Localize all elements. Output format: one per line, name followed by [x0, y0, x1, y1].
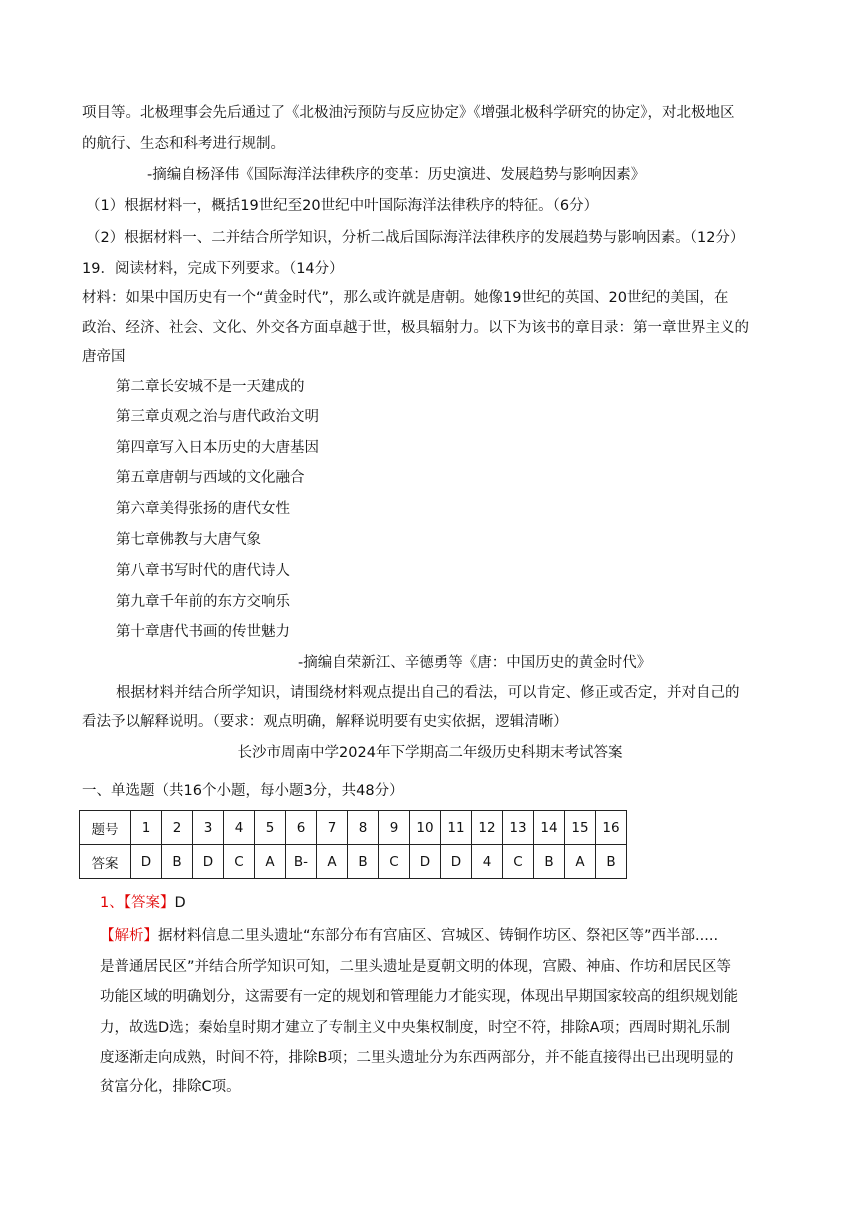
- table-cell: D: [193, 845, 224, 879]
- table-cell: 12: [472, 811, 503, 845]
- table-cell: 13: [503, 811, 534, 845]
- source-citation: -摘编自荣新江、辛德勇等《唐：中国历史的黄金时代》: [298, 655, 652, 671]
- toc-item: 第三章贞观之治与唐代政治文明: [116, 409, 319, 425]
- table-cell: B: [162, 845, 193, 879]
- table-cell: 4: [224, 811, 255, 845]
- question-item: （2）根据材料一、二并结合所学知识，分析二战后国际海洋法律秩序的发展趋势与影响因素。（12分）: [86, 230, 745, 246]
- toc-item: 第五章唐朝与西域的文化融合: [116, 470, 305, 486]
- explanation-text: 据材料信息二里头遗址“东部分布有宫庙区、宫城区、铸铜作坊区、祭祀区等”西半部.....: [158, 928, 719, 944]
- table-cell: C: [224, 845, 255, 879]
- table-cell: D: [441, 845, 472, 879]
- table-cell: 15: [565, 811, 596, 845]
- table-cell: 4: [472, 845, 503, 879]
- answer-table: [79, 810, 627, 879]
- explanation-label: 【解析】: [100, 928, 158, 944]
- question-heading: 19．阅读材料，完成下列要求。（14分）: [82, 261, 344, 277]
- explanation-text: 贫富分化，排除C项。: [100, 1079, 241, 1095]
- table-header-cell: 答案: [80, 845, 131, 879]
- answer-line: [100, 893, 186, 913]
- table-cell: 9: [379, 811, 410, 845]
- table-cell: B: [596, 845, 627, 879]
- question-item: （1）根据材料一，概括19世纪至20世纪中叶国际海洋法律秩序的特征。（6分）: [86, 198, 599, 214]
- toc-item: 第八章书写时代的唐代诗人: [116, 563, 290, 579]
- table-cell: 7: [317, 811, 348, 845]
- explanation-text: 是普通居民区”并结合所学知识可知，二里头遗址是夏朝文明的体现，宫殿、神庙、作坊和居民区等: [100, 959, 732, 975]
- table-row-numbers: [80, 811, 627, 845]
- table-cell: C: [379, 845, 410, 879]
- material-text-line: 唐帝国: [82, 349, 126, 365]
- table-cell: 14: [534, 811, 565, 845]
- toc-item: 第六章美得张扬的唐代女性: [116, 501, 290, 517]
- toc-item: 第十章唐代书画的传世魅力: [116, 624, 290, 640]
- table-cell: A: [317, 845, 348, 879]
- toc-item: 第九章千年前的东方交响乐: [116, 594, 290, 610]
- table-cell: 6: [286, 811, 317, 845]
- table-cell: B: [348, 845, 379, 879]
- table-cell: A: [565, 845, 596, 879]
- material-text-line: 的航行、生态和科考进行规制。: [82, 136, 285, 152]
- material-text-line: 项目等。北极理事会先后通过了《北极油污预防与反应协定》《增强北极科学研究的协定》，对北极地区: [82, 105, 735, 121]
- explanation-text: 功能区域的明确划分，这需要有一定的规划和管理能力才能实现，体现出早期国家较高的组织规划能: [100, 989, 738, 1005]
- explanation-line: [100, 926, 718, 946]
- table-cell: D: [131, 845, 162, 879]
- table-cell: 2: [162, 811, 193, 845]
- source-citation: -摘编自杨泽伟《国际海洋法律秩序的变革：历史演进、发展趋势与影响因素》: [147, 167, 646, 183]
- answer-title: 长沙市周南中学2024年下学期高二年级历史科期末考试答案: [237, 745, 623, 761]
- table-cell: C: [503, 845, 534, 879]
- toc-item: 第二章长安城不是一天建成的: [116, 379, 305, 395]
- table-cell: 16: [596, 811, 627, 845]
- material-text-line: 政治、经济、社会、文化、外交各方面卓越于世，极具辐射力。以下为该书的章目录：第一章世界主义的: [82, 320, 749, 336]
- toc-item: 第四章写入日本历史的大唐基因: [116, 440, 319, 456]
- table-cell: B-: [286, 845, 317, 879]
- table-cell: 3: [193, 811, 224, 845]
- table-cell: 10: [410, 811, 441, 845]
- material-text-line: 材料：如果中国历史有一个“黄金时代”，那么或许就是唐朝。她像19世纪的英国、20世纪的美国，在: [82, 290, 729, 306]
- table-cell: 1: [131, 811, 162, 845]
- section-heading: 一、单选题（共16个小题，每小题3分，共48分）: [82, 783, 404, 799]
- answer-value: D: [174, 895, 186, 911]
- question-requirement: 根据材料并结合所学知识，请围绕材料观点提出自己的看法，可以肯定、修正或否定，并对自己的: [116, 685, 740, 701]
- answer-label: 1、【答案】: [100, 895, 175, 911]
- table-cell: 11: [441, 811, 472, 845]
- table-cell: A: [255, 845, 286, 879]
- question-requirement: 看法予以解释说明。（要求：观点明确，解释说明要有史实依据，逻辑清晰）: [82, 714, 568, 730]
- table-header-cell: 题号: [80, 811, 131, 845]
- table-cell: B: [534, 845, 565, 879]
- table-row-answers: [80, 845, 627, 879]
- toc-item: 第七章佛教与大唐气象: [116, 532, 261, 548]
- explanation-text: 力，故选D选；秦始皇时期才建立了专制主义中央集权制度，时空不符，排除A项；西周时期礼乐制: [100, 1020, 731, 1036]
- explanation-text: 度逐渐走向成熟，时间不符，排除B项；二里头遗址分为东西两部分，并不能直接得出已出现明显的: [100, 1050, 734, 1066]
- table-cell: 8: [348, 811, 379, 845]
- table-cell: 5: [255, 811, 286, 845]
- table-cell: D: [410, 845, 441, 879]
